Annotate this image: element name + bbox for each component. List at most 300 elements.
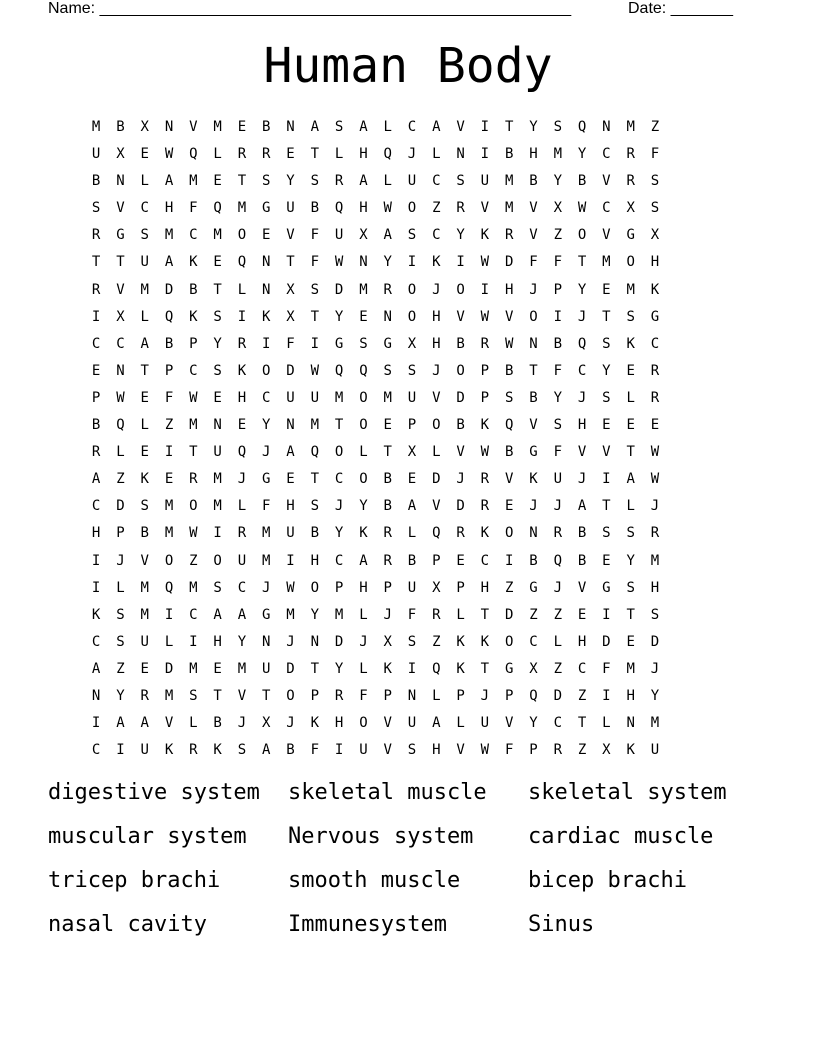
grid-letter: H <box>480 579 490 596</box>
grid-letter: E <box>140 389 149 406</box>
grid-letter: D <box>504 606 514 623</box>
grid-letter: R <box>237 525 247 542</box>
grid-letter: D <box>456 498 465 515</box>
grid-row <box>84 466 667 493</box>
grid-letter: E <box>602 552 611 569</box>
grid-letter: F <box>286 335 295 352</box>
grid-letter: V <box>164 715 174 732</box>
grid-letter: F <box>553 444 562 461</box>
grid-letter: X <box>407 444 417 461</box>
grid-letter: Y <box>286 173 295 190</box>
grid-letter: S <box>456 173 465 190</box>
grid-letter: Z <box>432 633 441 650</box>
grid-letter: O <box>456 362 465 379</box>
grid-letter: M <box>213 227 222 244</box>
grid-letter: I <box>213 525 222 542</box>
grid-letter: I <box>334 742 344 759</box>
grid-letter: S <box>310 173 320 190</box>
grid-letter: C <box>91 633 101 650</box>
grid-letter: U <box>286 200 295 217</box>
grid-letter: I <box>602 606 611 623</box>
grid-letter: N <box>286 119 295 135</box>
grid-letter: T <box>140 362 149 379</box>
grid-letter: J <box>262 579 271 596</box>
grid-letter: N <box>262 633 271 650</box>
grid-letter: Y <box>359 498 368 515</box>
grid-letter: E <box>626 633 635 650</box>
grid-letter: B <box>310 525 320 542</box>
grid-letter: N <box>456 146 465 163</box>
grid-letter: D <box>116 498 125 515</box>
grid-letter: B <box>529 173 538 190</box>
grid-letter: Z <box>432 200 441 217</box>
grid-letter: E <box>602 417 611 434</box>
grid-letter: M <box>213 471 222 488</box>
grid-letter: A <box>383 227 392 244</box>
grid-letter: A <box>164 173 174 190</box>
grid-letter: V <box>602 173 611 190</box>
grid-letter: I <box>553 308 562 325</box>
grid-letter: W <box>650 444 660 461</box>
grid-letter: M <box>334 389 344 406</box>
grid-letter: R <box>383 525 392 542</box>
grid-letter: L <box>456 606 465 623</box>
grid-letter: A <box>310 119 320 135</box>
grid-letter: L <box>164 633 174 650</box>
grid-letter: D <box>334 281 344 298</box>
grid-letter: B <box>91 173 101 190</box>
grid-letter: Y <box>529 715 538 732</box>
grid-letter: X <box>359 227 368 244</box>
grid-letter: E <box>407 471 417 488</box>
grid-letter: Q <box>553 552 562 569</box>
grid-letter: N <box>310 633 320 650</box>
grid-letter: J <box>553 498 562 515</box>
grid-letter: O <box>504 633 514 650</box>
grid-letter: H <box>650 254 660 271</box>
grid-letter: Y <box>116 687 125 704</box>
grid-letter: Y <box>529 119 538 135</box>
grid-letter: R <box>383 552 392 569</box>
grid-letter: H <box>577 633 587 650</box>
grid-letter: K <box>189 254 198 271</box>
grid-letter: E <box>626 362 635 379</box>
grid-letter: L <box>140 417 149 434</box>
grid-letter: J <box>432 281 441 298</box>
grid-letter: E <box>626 417 635 434</box>
grid-letter: Z <box>116 660 125 677</box>
grid-letter: C <box>116 335 125 352</box>
grid-letter: W <box>286 579 295 596</box>
grid-letter: T <box>116 254 125 271</box>
grid-letter: V <box>432 389 441 406</box>
grid-row <box>84 222 667 249</box>
grid-row <box>84 439 667 466</box>
grid-letter: V <box>116 200 125 217</box>
grid-letter: Y <box>213 335 222 352</box>
grid-letter: O <box>504 525 514 542</box>
grid-letter: B <box>456 335 465 352</box>
word-list-item: smooth muscle <box>288 868 461 893</box>
grid-letter: X <box>383 633 392 650</box>
grid-letter: C <box>529 633 538 650</box>
grid-letter: V <box>504 471 514 488</box>
grid-row <box>84 141 667 168</box>
grid-letter: E <box>91 362 101 379</box>
grid-letter: M <box>164 525 174 542</box>
grid-letter: E <box>140 660 149 677</box>
grid-letter: A <box>164 254 174 271</box>
grid-letter: M <box>626 660 635 677</box>
grid-letter: F <box>602 660 611 677</box>
grid-letter: S <box>407 227 417 244</box>
grid-letter: S <box>602 335 611 352</box>
grid-letter: R <box>189 742 198 759</box>
grid-letter: V <box>456 308 465 325</box>
grid-letter: W <box>480 742 490 759</box>
grid-letter: V <box>189 119 198 135</box>
grid-letter: W <box>577 200 587 217</box>
grid-letter: N <box>262 281 271 298</box>
grid-letter: U <box>407 579 417 596</box>
grid-letter: G <box>383 335 392 352</box>
grid-letter: I <box>91 579 101 596</box>
grid-letter: K <box>359 525 368 542</box>
grid-letter: H <box>213 633 222 650</box>
grid-letter: P <box>456 579 465 596</box>
grid-letter: X <box>626 200 635 217</box>
grid-letter: B <box>383 471 392 488</box>
grid-letter: P <box>116 525 125 542</box>
word-list <box>48 780 788 938</box>
grid-letter: O <box>359 715 368 732</box>
grid-letter: F <box>164 389 174 406</box>
grid-letter: W <box>480 254 490 271</box>
grid-letter: X <box>140 119 149 135</box>
grid-letter: S <box>602 525 611 542</box>
grid-letter: Q <box>432 660 441 677</box>
grid-letter: M <box>164 227 174 244</box>
grid-row <box>84 412 667 439</box>
grid-letter: J <box>286 633 295 650</box>
grid-letter: K <box>383 660 392 677</box>
grid-letter: P <box>456 687 465 704</box>
grid-letter: K <box>189 308 198 325</box>
grid-letter: B <box>529 552 538 569</box>
grid-letter: L <box>140 308 149 325</box>
grid-letter: T <box>262 687 271 704</box>
grid-letter: B <box>504 146 514 163</box>
grid-letter: Y <box>602 362 611 379</box>
grid-letter: L <box>334 146 344 163</box>
grid-letter: H <box>359 579 368 596</box>
grid-letter: N <box>602 119 611 135</box>
grid-letter: V <box>577 579 587 596</box>
word-list-item: Nervous system <box>288 824 474 849</box>
grid-letter: T <box>504 119 514 135</box>
grid-letter: B <box>577 525 587 542</box>
grid-letter: P <box>407 417 417 434</box>
grid-letter: S <box>262 173 271 190</box>
grid-letter: R <box>553 525 562 542</box>
grid-letter: X <box>286 281 295 298</box>
grid-letter: M <box>91 119 101 135</box>
grid-letter: I <box>262 335 271 352</box>
grid-letter: U <box>286 389 295 406</box>
grid-letter: M <box>626 119 635 135</box>
grid-letter: O <box>359 389 368 406</box>
grid-letter: O <box>456 281 465 298</box>
grid-letter: Y <box>383 254 392 271</box>
grid-letter: P <box>383 579 392 596</box>
grid-letter: A <box>626 471 635 488</box>
grid-letter: C <box>432 227 441 244</box>
grid-letter: E <box>383 417 392 434</box>
grid-letter: B <box>286 742 295 759</box>
grid-letter: I <box>91 552 101 569</box>
grid-letter: Y <box>626 552 635 569</box>
grid-letter: E <box>237 119 247 135</box>
grid-letter: N <box>262 254 271 271</box>
grid-letter: U <box>310 389 320 406</box>
grid-letter: M <box>262 525 271 542</box>
grid-letter: U <box>650 742 660 759</box>
grid-letter: G <box>262 200 271 217</box>
grid-letter: R <box>432 606 441 623</box>
grid-letter: Q <box>237 254 247 271</box>
grid-letter: I <box>116 742 125 759</box>
grid-letter: C <box>577 362 587 379</box>
grid-letter: W <box>334 254 344 271</box>
grid-row <box>84 358 667 385</box>
grid-letter: L <box>432 687 441 704</box>
grid-row <box>84 195 667 222</box>
grid-letter: Z <box>504 579 514 596</box>
grid-letter: F <box>310 227 320 244</box>
grid-letter: C <box>553 715 562 732</box>
grid-letter: G <box>504 660 514 677</box>
grid-letter: H <box>432 742 441 759</box>
grid-letter: K <box>456 633 465 650</box>
grid-letter: E <box>213 173 222 190</box>
grid-letter: G <box>262 471 271 488</box>
grid-letter: I <box>480 146 490 163</box>
grid-letter: M <box>213 119 222 135</box>
grid-letter: I <box>237 308 247 325</box>
grid-letter: F <box>310 742 320 759</box>
grid-letter: M <box>602 254 611 271</box>
grid-letter: U <box>286 525 295 542</box>
grid-letter: I <box>164 606 174 623</box>
word-list-item: nasal cavity <box>48 912 207 937</box>
grid-letter: V <box>602 227 611 244</box>
grid-letter: C <box>602 200 611 217</box>
grid-letter: C <box>407 119 417 135</box>
grid-letter: I <box>91 308 101 325</box>
grid-letter: X <box>116 308 125 325</box>
grid-letter: U <box>480 715 490 732</box>
grid-letter: L <box>213 146 222 163</box>
grid-letter: N <box>91 687 101 704</box>
grid-letter: O <box>213 552 222 569</box>
grid-letter: Y <box>553 389 562 406</box>
grid-letter: P <box>432 552 441 569</box>
grid-letter: W <box>650 471 660 488</box>
grid-letter: Q <box>504 417 514 434</box>
grid-letter: I <box>407 660 417 677</box>
grid-letter: Z <box>577 742 587 759</box>
grid-letter: V <box>480 200 490 217</box>
grid-letter: T <box>91 254 101 271</box>
grid-letter: B <box>577 173 587 190</box>
grid-letter: H <box>91 525 101 542</box>
grid-letter: D <box>286 362 295 379</box>
grid-letter: E <box>650 417 660 434</box>
grid-letter: R <box>91 281 101 298</box>
grid-letter: N <box>626 715 635 732</box>
grid-letter: Q <box>383 146 392 163</box>
grid-letter: J <box>116 552 125 569</box>
grid-letter: A <box>140 335 149 352</box>
grid-letter: R <box>650 525 660 542</box>
grid-letter: D <box>456 389 465 406</box>
grid-row <box>84 629 667 656</box>
grid-letter: O <box>164 552 174 569</box>
grid-letter: M <box>237 200 247 217</box>
grid-letter: I <box>456 254 465 271</box>
grid-letter: O <box>237 227 247 244</box>
grid-letter: H <box>359 200 368 217</box>
grid-letter: O <box>359 417 368 434</box>
grid-letter: P <box>91 389 101 406</box>
grid-letter: T <box>310 308 320 325</box>
grid-letter: E <box>237 417 247 434</box>
grid-letter: I <box>286 552 295 569</box>
grid-letter: C <box>334 552 344 569</box>
grid-letter: Q <box>529 687 538 704</box>
grid-letter: V <box>286 227 295 244</box>
grid-letter: R <box>650 362 660 379</box>
grid-letter: M <box>504 173 514 190</box>
grid-letter: W <box>310 362 320 379</box>
grid-letter: P <box>480 362 490 379</box>
grid-letter: A <box>432 119 441 135</box>
grid-letter: C <box>189 227 198 244</box>
grid-row <box>84 520 667 547</box>
grid-letter: V <box>529 417 538 434</box>
grid-letter: L <box>359 444 368 461</box>
word-list-item: tricep brachi <box>48 868 221 893</box>
grid-letter: O <box>407 200 417 217</box>
grid-letter: L <box>602 715 611 732</box>
grid-letter: Q <box>164 579 174 596</box>
grid-letter: G <box>529 579 538 596</box>
grid-letter: M <box>140 606 149 623</box>
grid-letter: L <box>383 119 392 135</box>
grid-letter: C <box>91 335 101 352</box>
grid-letter: P <box>334 579 344 596</box>
grid-letter: P <box>529 742 538 759</box>
grid-row <box>84 304 667 331</box>
grid-letter: K <box>237 362 247 379</box>
grid-letter: I <box>480 281 490 298</box>
grid-letter: D <box>286 660 295 677</box>
grid-letter: S <box>626 525 635 542</box>
grid-letter: H <box>286 498 295 515</box>
grid-letter: E <box>456 552 465 569</box>
word-list-item: digestive system <box>48 780 260 805</box>
grid-letter: N <box>529 525 538 542</box>
grid-letter: T <box>480 660 490 677</box>
grid-letter: W <box>480 444 490 461</box>
grid-letter: C <box>237 579 247 596</box>
grid-letter: X <box>529 660 538 677</box>
grid-letter: H <box>504 281 514 298</box>
grid-letter: W <box>164 146 174 163</box>
grid-letter: M <box>189 579 198 596</box>
grid-letter: B <box>529 389 538 406</box>
grid-letter: N <box>359 254 368 271</box>
grid-letter: Y <box>456 227 465 244</box>
grid-letter: T <box>577 715 587 732</box>
grid-letter: J <box>359 633 368 650</box>
grid-letter: K <box>650 281 660 298</box>
grid-letter: J <box>456 471 465 488</box>
grid-letter: R <box>626 146 635 163</box>
grid-letter: Q <box>164 308 174 325</box>
word-list-item: cardiac muscle <box>528 824 714 849</box>
grid-letter: T <box>334 417 344 434</box>
grid-letter: T <box>480 606 490 623</box>
grid-letter: F <box>529 254 538 271</box>
grid-letter: E <box>164 471 174 488</box>
grid-row <box>84 710 667 737</box>
grid-letter: C <box>577 660 587 677</box>
grid-letter: V <box>529 200 538 217</box>
grid-letter: T <box>310 660 320 677</box>
grid-letter: V <box>116 281 125 298</box>
grid-letter: V <box>456 119 465 135</box>
grid-letter: C <box>91 498 101 515</box>
grid-letter: B <box>383 498 392 515</box>
grid-letter: A <box>262 742 271 759</box>
grid-letter: K <box>626 742 635 759</box>
grid-letter: V <box>456 444 465 461</box>
grid-letter: J <box>577 308 587 325</box>
grid-letter: H <box>432 335 441 352</box>
grid-letter: W <box>504 335 514 352</box>
grid-letter: L <box>359 660 368 677</box>
grid-letter: Y <box>262 417 271 434</box>
grid-letter: R <box>480 471 490 488</box>
grid-letter: O <box>529 308 538 325</box>
grid-letter: I <box>310 335 320 352</box>
grid-letter: X <box>432 579 441 596</box>
grid-letter: A <box>116 715 125 732</box>
grid-letter: Y <box>553 173 562 190</box>
grid-letter: I <box>407 254 417 271</box>
grid-letter: L <box>383 173 392 190</box>
grid-letter: T <box>383 444 392 461</box>
grid-letter: K <box>262 308 271 325</box>
grid-letter: D <box>602 633 611 650</box>
grid-row <box>84 168 667 195</box>
grid-letter: P <box>504 687 514 704</box>
grid-letter: W <box>383 200 392 217</box>
grid-letter: U <box>407 715 417 732</box>
grid-letter: A <box>140 715 149 732</box>
grid-letter: Q <box>237 444 247 461</box>
